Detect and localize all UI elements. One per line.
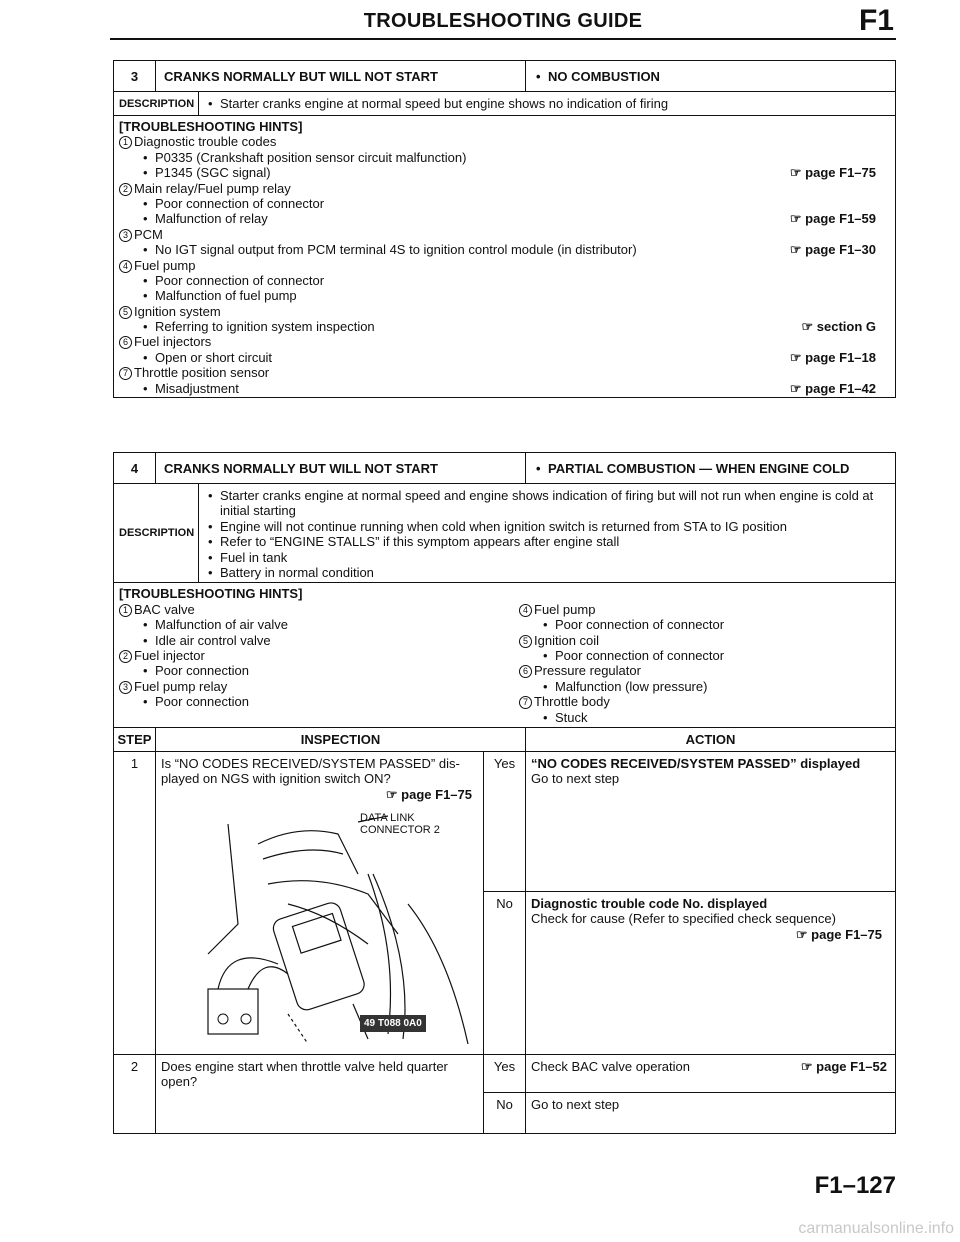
step-table-header: [114, 728, 895, 752]
step-2-row: [114, 1055, 895, 1133]
circled-number-icon: 6: [119, 336, 132, 349]
hint-heading: [119, 602, 514, 617]
circled-number-icon: 6: [519, 665, 532, 678]
figure-label-line-1: DATA LINK: [360, 811, 415, 824]
circled-number-icon: 5: [119, 306, 132, 319]
yes-action: [526, 1055, 895, 1092]
symptom-3-box: [113, 60, 896, 398]
step-2-inspection: Does engine start when throttle valve held quarter open?: [156, 1055, 484, 1133]
hint-heading: [519, 633, 890, 648]
hint-item: [119, 242, 890, 257]
hint-item-text: • Poor connection of connector: [139, 273, 324, 288]
col-action: ACTION: [685, 731, 736, 747]
no-action-title: Diagnostic trouble code No. displayed: [531, 895, 768, 911]
hint-item: [119, 381, 890, 396]
yes-label: Yes: [484, 1055, 526, 1092]
hint-item-text: • Misadjustment: [139, 381, 239, 396]
hint-item: [119, 288, 890, 303]
circled-number-icon: 1: [119, 136, 132, 149]
hint-item-text: • P1345 (SGC signal): [139, 165, 271, 180]
circled-number-icon: 1: [119, 604, 132, 617]
description-item: • Fuel in tank: [204, 550, 890, 565]
symptom-condition: [526, 453, 895, 483]
section-code: F1: [858, 4, 894, 37]
hint-heading: [119, 648, 514, 663]
hint-item: [119, 617, 514, 632]
description-label: DESCRIPTION: [114, 484, 199, 582]
inspection-ref: ☞ page F1–75: [385, 786, 472, 802]
hint-item-text: • Poor connection: [139, 694, 249, 709]
symptom-4-header-row: [114, 453, 895, 484]
symptom-condition: [526, 61, 895, 91]
description-label: DESCRIPTION: [114, 92, 199, 115]
page-reference: ☞ page F1–75: [789, 165, 876, 181]
hint-item-text: • No IGT signal output from PCM terminal 4S to ignition control module (in distributor): [139, 242, 637, 257]
page-reference: ☞ page F1–42: [789, 380, 876, 396]
yes-action: [526, 752, 895, 891]
condition-text: • NO COMBUSTION: [532, 63, 660, 90]
step-1-row: [114, 752, 895, 1055]
description-text: • Starter cranks engine at normal speed but engine shows no indication of firing: [204, 94, 668, 114]
page-header: [110, 6, 896, 40]
hint-heading: [119, 181, 890, 196]
hint-item: [519, 679, 890, 694]
step-number: 1: [114, 752, 156, 1054]
circled-number-icon: 7: [519, 696, 532, 709]
hint-heading: [119, 258, 890, 273]
hint-heading-text: Ignition coil: [534, 632, 600, 648]
hint-item: [119, 165, 890, 180]
hints-title: [TROUBLESHOOTING HINTS]: [119, 586, 303, 602]
circled-number-icon: 4: [519, 604, 532, 617]
hint-heading: [519, 663, 890, 678]
step-1-actions: [484, 752, 895, 1054]
hint-item: [119, 694, 514, 709]
description-row: [114, 484, 895, 583]
hint-heading: [119, 304, 890, 319]
no-label: No: [484, 892, 526, 1054]
hint-item: [119, 633, 514, 648]
step-1-yes-row: [484, 752, 895, 892]
no-action-ref: ☞ page F1–75: [795, 926, 882, 942]
step-2-actions: [484, 1055, 895, 1133]
inspection-text: Is “NO CODES RECEIVED/SYSTEM PASSED” dis-played on NGS with ignition switch ON?: [161, 755, 460, 787]
page-reference: ☞ page F1–59: [789, 211, 876, 227]
circled-number-icon: 7: [119, 367, 132, 380]
description-item: • Battery in normal condition: [204, 565, 890, 580]
hint-heading: [119, 679, 514, 694]
hint-item: [119, 150, 890, 165]
description-row: [114, 92, 895, 116]
hints-left-column: [114, 586, 519, 725]
symptom-number: 4: [114, 453, 156, 483]
symptom-title: CRANKS NORMALLY BUT WILL NOT START: [156, 453, 526, 483]
symptom-4-box: [113, 452, 896, 1134]
figure-label-data-link: [360, 812, 440, 836]
page-title: TROUBLESHOOTING GUIDE: [363, 10, 643, 32]
hint-item-text: • Stuck: [539, 710, 588, 725]
no-label: No: [484, 1093, 526, 1133]
circled-number-icon: 5: [519, 635, 532, 648]
page-number: F1–127: [814, 1172, 896, 1199]
yes-action-title: “NO CODES RECEIVED/SYSTEM PASSED” displayed: [531, 755, 861, 771]
symptom-title: CRANKS NORMALLY BUT WILL NOT START: [156, 61, 526, 91]
hint-item-text: • Poor connection: [139, 663, 249, 678]
hint-heading-text: Throttle body: [534, 694, 610, 710]
hint-item: [119, 319, 890, 334]
hint-item: [119, 273, 890, 288]
step-1-no-row: [484, 892, 895, 1054]
hint-item: [519, 648, 890, 663]
page-reference: ☞ page F1–30: [789, 242, 876, 258]
page-reference: ☞ section G: [801, 319, 876, 335]
col-inspection: INSPECTION: [156, 728, 526, 751]
hint-item-text: • Malfunction of air valve: [139, 617, 288, 632]
hint-item-text: • Poor connection of connector: [139, 196, 324, 211]
yes-action-text: Check BAC valve operation: [531, 1058, 690, 1074]
hint-heading: [519, 602, 890, 617]
hint-heading-text: Main relay/Fuel pump relay: [134, 180, 291, 196]
figure-tag: 49 T088 0A0: [360, 1015, 426, 1032]
step-1-inspection: [156, 752, 484, 1054]
step-2-no-row: [484, 1093, 895, 1133]
symptom-number: 3: [114, 61, 156, 91]
symptom-3-header-row: [114, 61, 895, 92]
hints-row: [114, 116, 895, 397]
yes-label: Yes: [484, 752, 526, 891]
hints-title: [TROUBLESHOOTING HINTS]: [119, 119, 303, 134]
hints-list-left: [119, 602, 514, 710]
no-action-text: Go to next step: [531, 1096, 620, 1112]
hint-item-text: • Malfunction of fuel pump: [139, 288, 297, 303]
no-action-text: Check for cause (Refer to specified check sequence): [531, 911, 836, 927]
circled-number-icon: 2: [119, 183, 132, 196]
hint-heading: [119, 334, 890, 349]
hint-heading: [119, 227, 890, 242]
col-step: STEP: [114, 728, 156, 751]
description-item: • Engine will not continue running when cold when ignition switch is returned from STA to IG position: [204, 519, 890, 534]
hint-item: [519, 710, 890, 725]
hint-heading-text: Fuel injector: [134, 648, 205, 663]
hint-item-text: • Poor connection of connector: [539, 648, 724, 663]
circled-number-icon: 2: [119, 650, 132, 663]
hint-item-text: • Idle air control valve: [139, 633, 271, 648]
hint-item: [119, 196, 890, 211]
yes-action-text: Go to next step: [531, 771, 620, 787]
hint-heading-text: BAC valve: [134, 601, 195, 617]
hint-heading: [119, 365, 890, 380]
hint-heading-text: Diagnostic trouble codes: [134, 134, 277, 150]
yes-action-ref: ☞ page F1–52: [800, 1058, 887, 1074]
hint-heading-text: Fuel pump relay: [134, 678, 228, 694]
hint-heading-text: Ignition system: [134, 303, 221, 319]
hint-heading-text: Fuel injectors: [134, 334, 212, 350]
hint-item: [519, 617, 890, 632]
hint-item-text: • Malfunction of relay: [139, 211, 268, 226]
no-action: [526, 892, 895, 1054]
hints-list: [119, 134, 890, 396]
hint-item-text: • Open or short circuit: [139, 350, 272, 365]
hint-heading: [119, 134, 890, 149]
hint-item-text: • Malfunction (low pressure): [539, 679, 707, 694]
description-item: • Starter cranks engine at normal speed and engine shows indication of firing but will not run when engine is cold at initial starting: [204, 488, 890, 519]
page-reference: ☞ page F1–18: [789, 349, 876, 365]
hints-row: [114, 583, 895, 728]
hint-heading-text: Throttle position sensor: [134, 365, 270, 381]
hint-heading-text: Fuel pump: [134, 257, 196, 273]
hint-item: [119, 663, 514, 678]
circled-number-icon: 3: [119, 229, 132, 242]
figure-label-line-2: CONNECTOR 2: [360, 823, 440, 836]
hint-heading: [519, 694, 890, 709]
watermark: carmanualsonline.info: [798, 1220, 954, 1237]
hints-block: [114, 119, 895, 396]
hint-item-text: • Referring to ignition system inspection: [139, 319, 375, 334]
step-2-yes-row: [484, 1055, 895, 1093]
hint-item-text: • P0335 (Crankshaft position sensor circuit malfunction): [139, 150, 466, 165]
condition-text: • PARTIAL COMBUSTION — WHEN ENGINE COLD: [532, 455, 849, 482]
description-item: • Refer to “ENGINE STALLS” if this symptom appears after engine stall: [204, 534, 890, 549]
step-number: 2: [114, 1055, 156, 1133]
hint-item-text: • Poor connection of connector: [539, 617, 724, 632]
hint-heading-text: PCM: [134, 226, 163, 242]
hint-item: [119, 211, 890, 226]
circled-number-icon: 4: [119, 260, 132, 273]
hint-heading-text: Fuel pump: [534, 601, 596, 617]
description-content: [199, 92, 895, 115]
hint-heading-text: Pressure regulator: [534, 663, 641, 679]
circled-number-icon: 3: [119, 681, 132, 694]
hints-right-column: [519, 586, 895, 725]
hint-item: [119, 350, 890, 365]
ngs-connection-illustration: [168, 811, 478, 1044]
hints-list-right: [519, 602, 890, 725]
description-list: [199, 484, 895, 582]
